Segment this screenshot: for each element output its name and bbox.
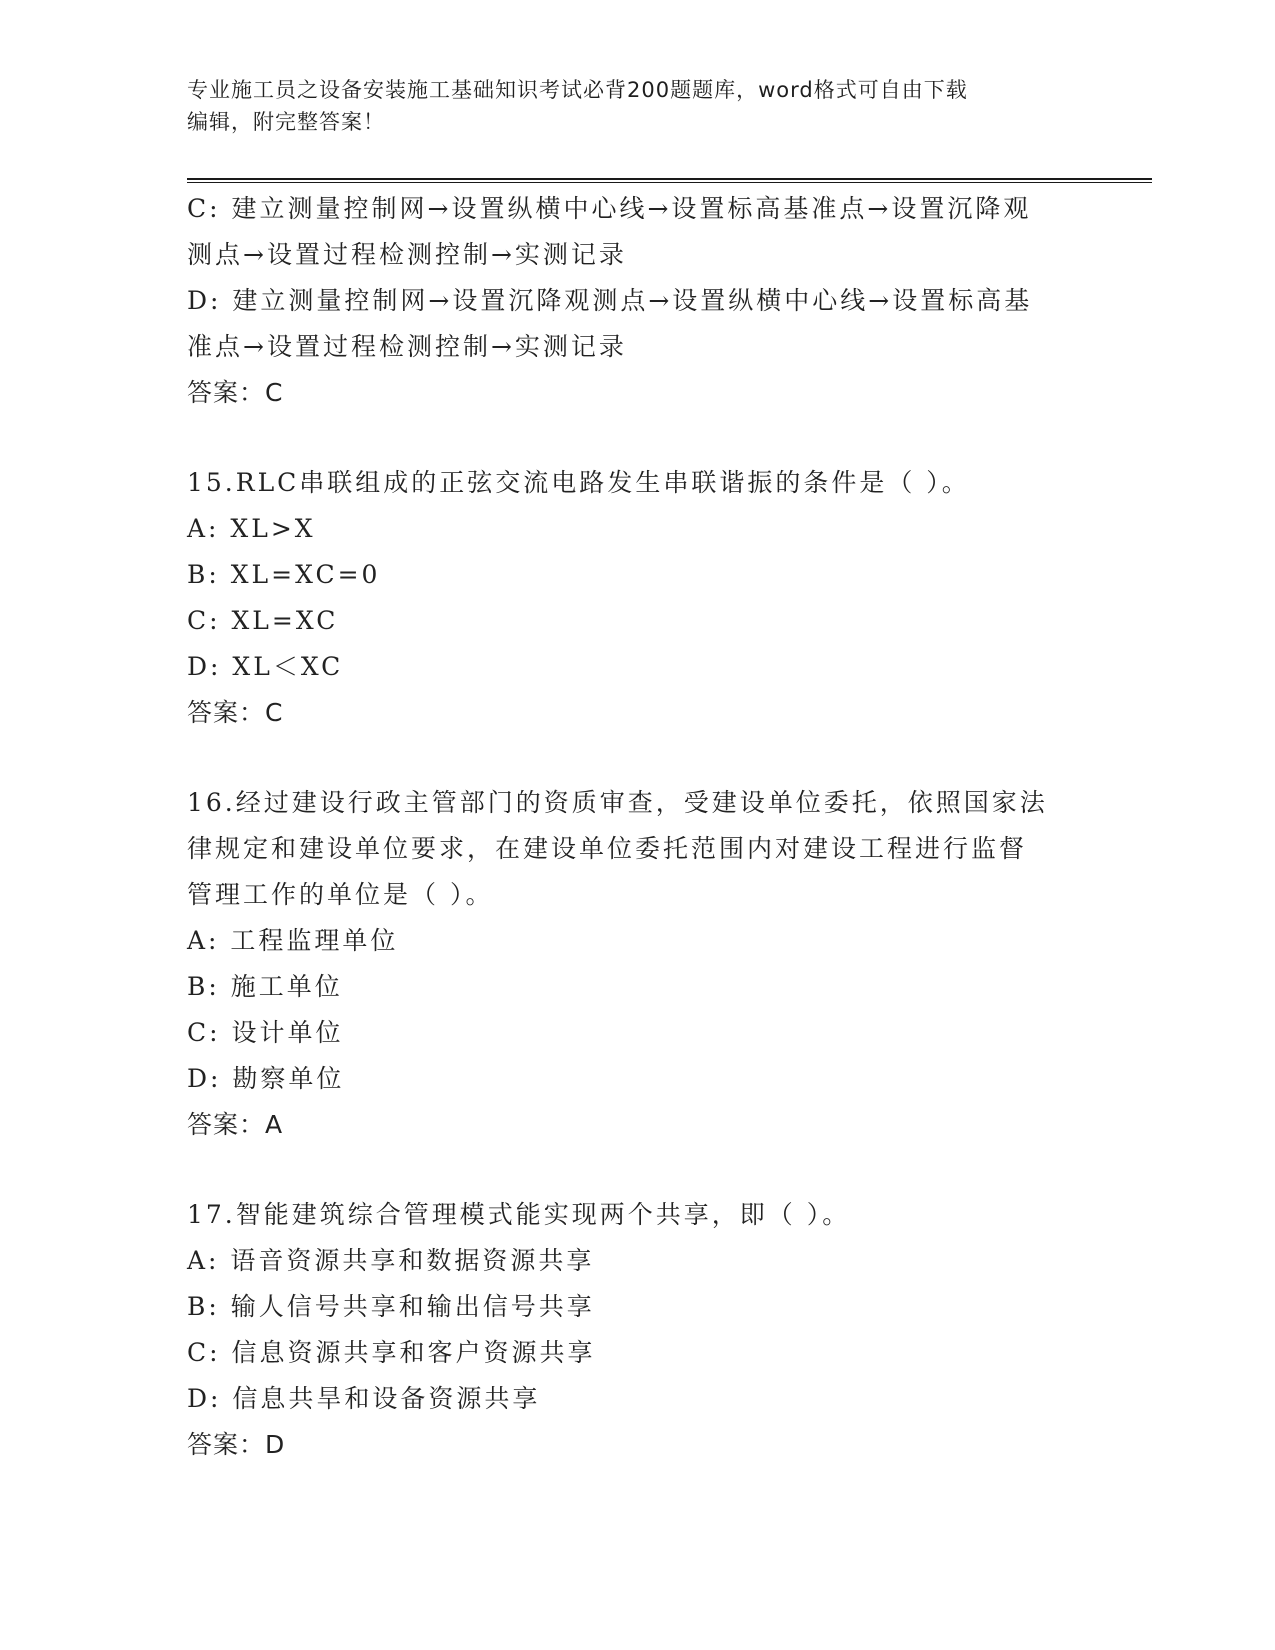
q17-option-b: B: 输人信号共享和输出信号共享 (187, 1292, 595, 1321)
q16-question-line-2: 律规定和建设单位要求，在建设单位委托范围内对建设工程进行监督 (187, 834, 1028, 863)
question-17-block (187, 1192, 1087, 1468)
q15-option-c: C: XL=XC (187, 606, 339, 635)
q17-option-a: A: 语音资源共享和数据资源共享 (187, 1246, 595, 1275)
spacer (187, 736, 1087, 780)
header-divider-thin (187, 182, 1152, 183)
q14-answer: 答案：C (187, 378, 284, 407)
q14-option-c-line-1: C: 建立测量控制网→设置纵横中心线→设置标高基准点→设置沉降观 (187, 194, 1032, 223)
header-line-1: 专业施工员之设备安装施工基础知识考试必背200题题库，word格式可自由下载 (187, 78, 968, 102)
q15-option-a: A: XL>X (187, 514, 316, 543)
q15-question: 15.RLC串联组成的正弦交流电路发生串联谐振的条件是（ ）。 (187, 468, 970, 497)
question-14-block (187, 186, 1087, 416)
q17-option-d: D: 信息共旱和设备资源共享 (187, 1384, 541, 1413)
q14-option-d-line-2: 准点→设置过程检测控制→实测记录 (187, 332, 627, 361)
q15-answer: 答案：C (187, 698, 284, 727)
q16-option-b: B: 施工单位 (187, 972, 343, 1001)
question-16-block (187, 780, 1087, 1148)
header-line-2: 编辑，附完整答案！ (187, 110, 385, 134)
question-15-block (187, 460, 1087, 736)
q14-option-d-line-1: D: 建立测量控制网→设置沉降观测点→设置纵横中心线→设置标高基 (187, 286, 1033, 315)
q17-answer: 答案：D (187, 1430, 286, 1459)
q15-option-d: D: XL＜XC (187, 652, 344, 681)
document-header (187, 74, 1067, 138)
spacer (187, 416, 1087, 460)
q16-option-d: D: 勘察单位 (187, 1064, 345, 1093)
q16-question-line-1: 16.经过建设行政主管部门的资质审查，受建设单位委托，依照国家法 (187, 788, 1048, 817)
q16-option-a: A: 工程监理单位 (187, 926, 399, 955)
q14-option-c-line-2: 测点→设置过程检测控制→实测记录 (187, 240, 627, 269)
q16-question-line-3: 管理工作的单位是（ ）。 (187, 880, 494, 909)
document-body (187, 186, 1087, 1468)
q17-question: 17.智能建筑综合管理模式能实现两个共享，即（ ）。 (187, 1200, 851, 1229)
q17-option-c: C: 信息资源共享和客户资源共享 (187, 1338, 596, 1367)
spacer (187, 1148, 1087, 1192)
header-divider-thick (187, 178, 1152, 180)
q15-option-b: B: XL=XC=0 (187, 560, 381, 589)
q16-option-c: C: 设计单位 (187, 1018, 344, 1047)
q16-answer: 答案：A (187, 1110, 284, 1139)
